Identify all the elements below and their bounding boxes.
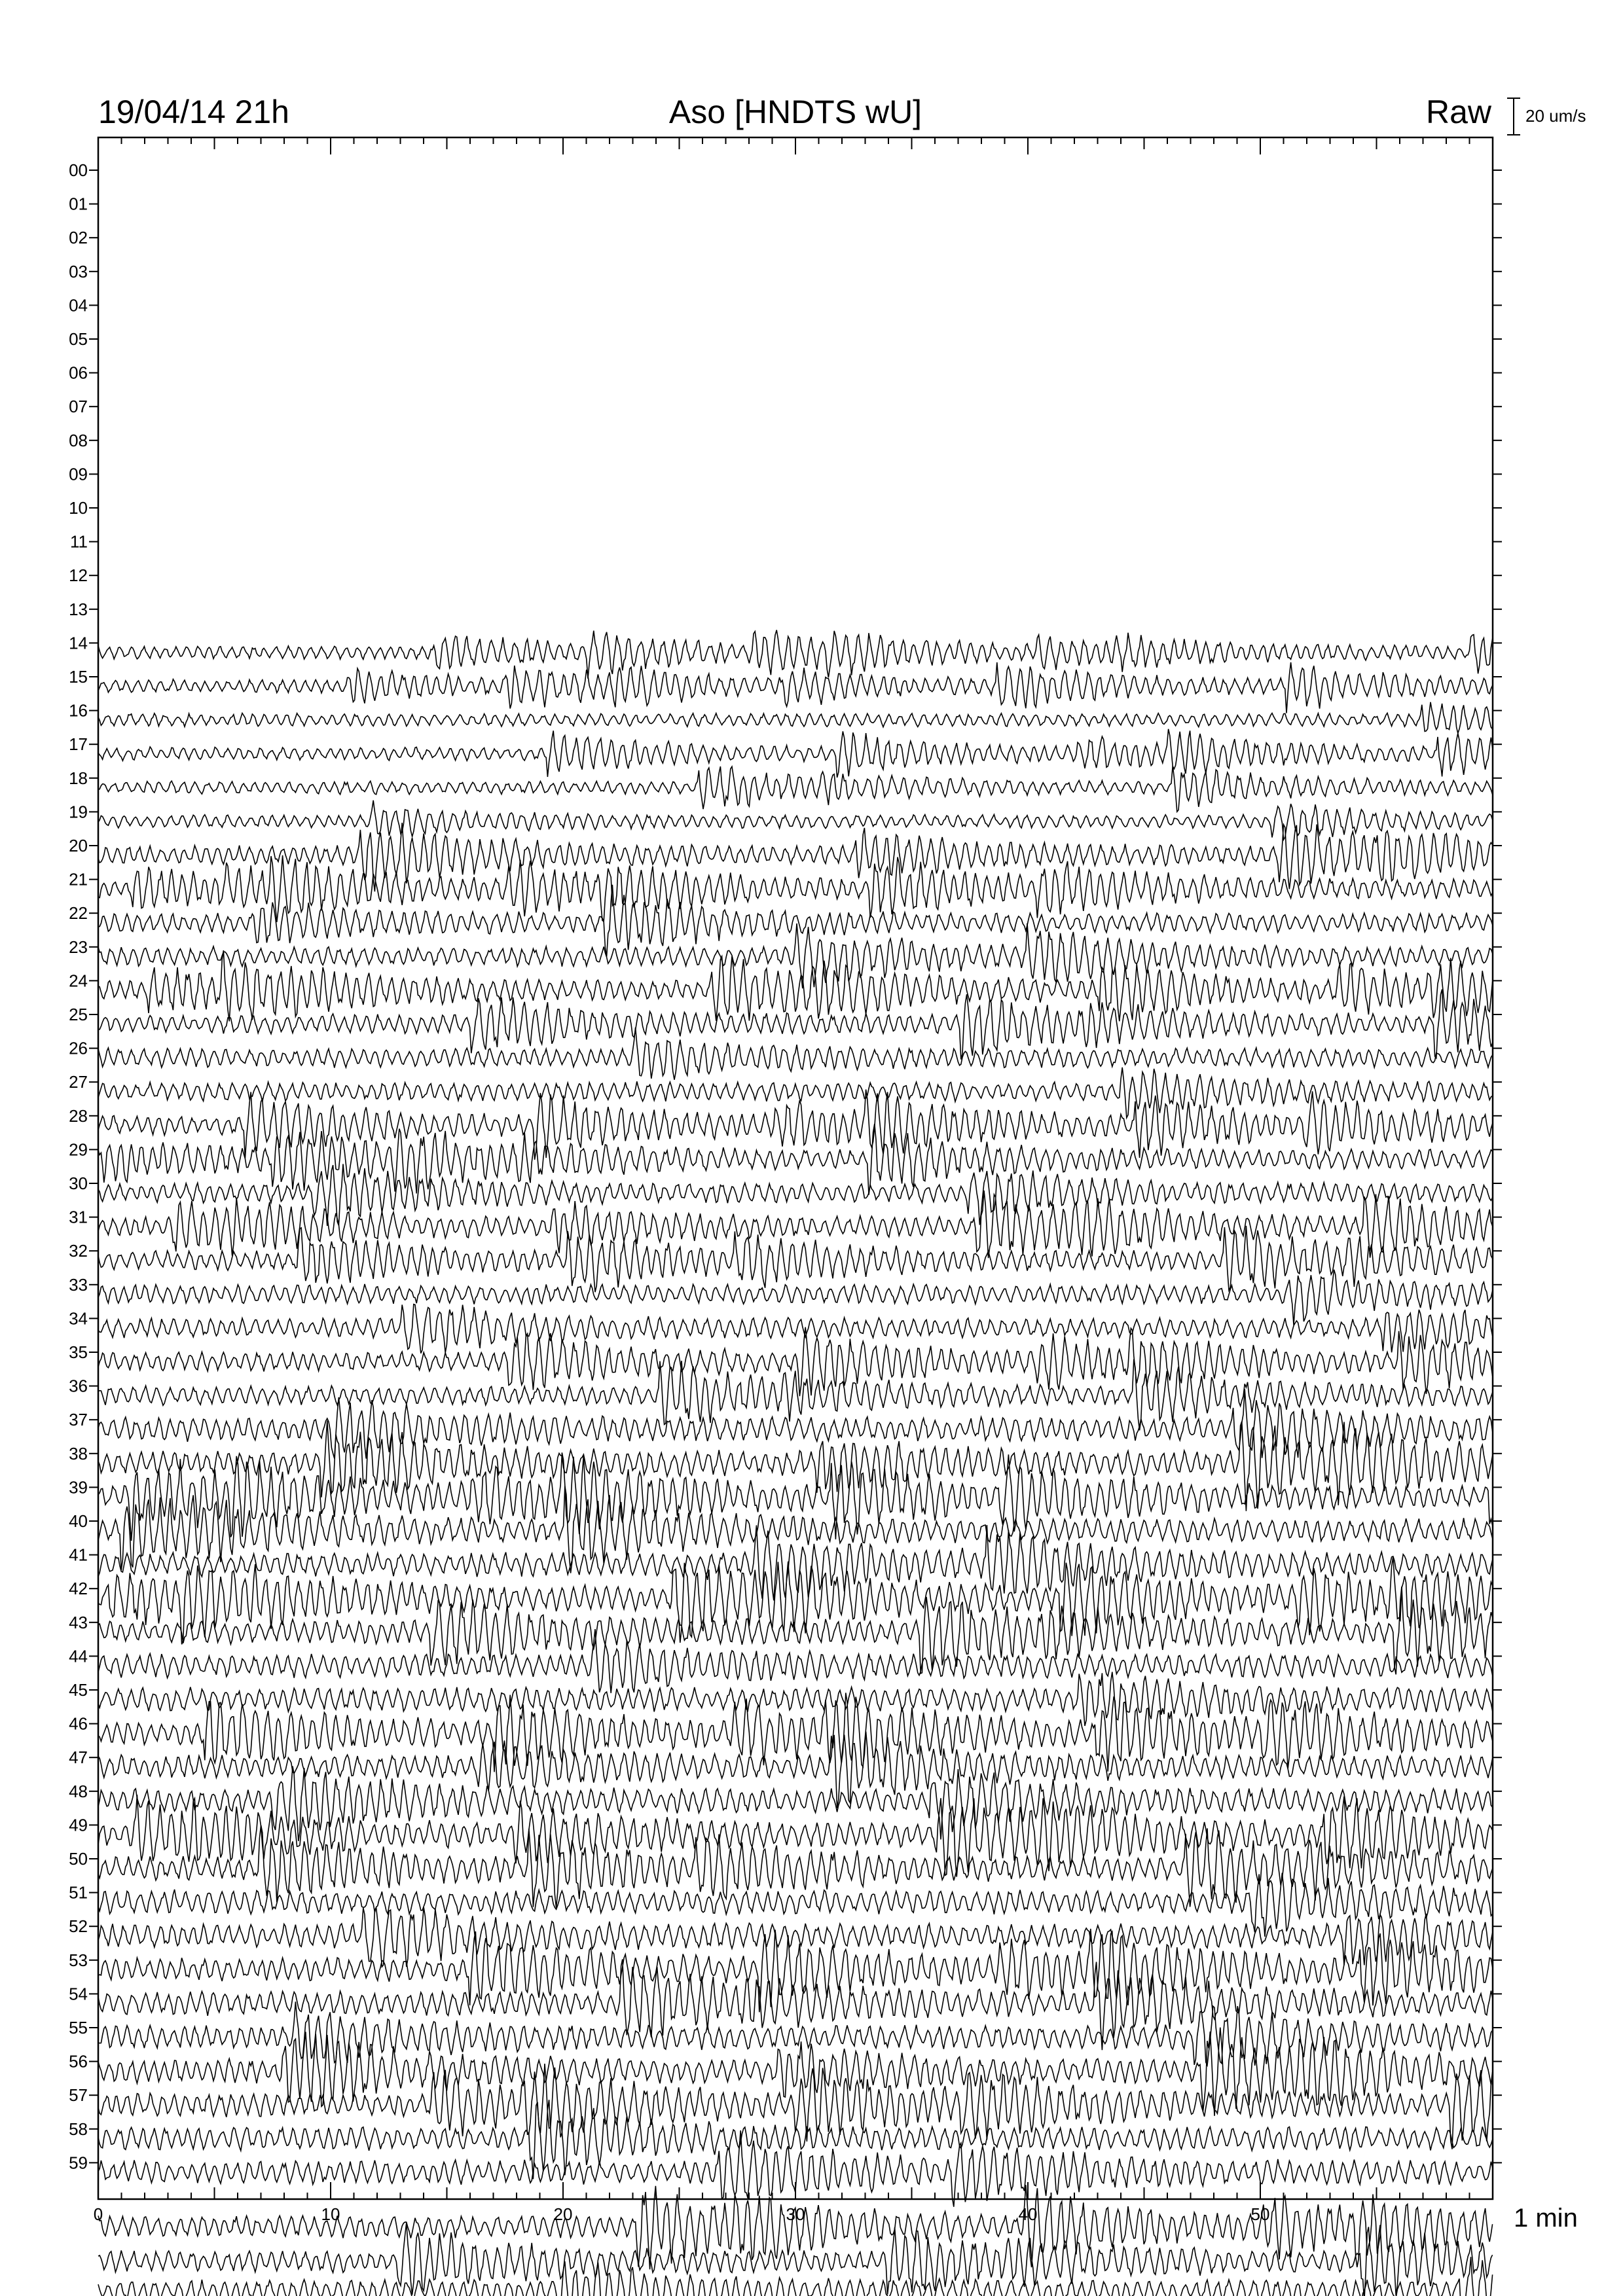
- row-label-20: 20: [69, 836, 88, 855]
- row-label-14: 14: [69, 633, 88, 653]
- row-label-09: 09: [69, 464, 88, 484]
- row-label-33: 33: [69, 1274, 88, 1295]
- row-label-04: 04: [69, 295, 88, 315]
- trace-row-48: [98, 1767, 1493, 1842]
- trace-row-36: [98, 1359, 1493, 1431]
- trace-row-56: [98, 2028, 1493, 2116]
- trace-row-17: [98, 729, 1493, 778]
- row-label-52: 52: [69, 1916, 88, 1937]
- row-label-22: 22: [69, 903, 88, 924]
- row-label-00: 00: [69, 160, 88, 180]
- row-label-19: 19: [69, 802, 88, 822]
- row-label-17: 17: [69, 734, 88, 755]
- row-label-56: 56: [69, 2051, 88, 2072]
- row-label-38: 38: [69, 1443, 88, 1463]
- row-label-35: 35: [69, 1342, 88, 1362]
- row-label-29: 29: [69, 1139, 88, 1160]
- row-label-02: 02: [69, 228, 88, 248]
- row-label-45: 45: [69, 1680, 88, 1700]
- row-label-21: 21: [69, 869, 88, 889]
- trace-row-23: [98, 924, 1493, 989]
- row-label-08: 08: [69, 430, 88, 450]
- row-label-18: 18: [69, 768, 88, 788]
- trace-row-44: [98, 1629, 1493, 1693]
- trace-row-54: [98, 1959, 1493, 2050]
- row-label-24: 24: [69, 971, 88, 991]
- trace-row-18: [98, 766, 1493, 812]
- trace-row-26: [98, 1028, 1493, 1080]
- row-label-54: 54: [69, 1984, 88, 2004]
- scale-bar-label: 20 um/s: [1525, 106, 1586, 126]
- x-tick-label-10: 10: [321, 2204, 340, 2224]
- row-label-34: 34: [69, 1308, 88, 1329]
- row-label-25: 25: [69, 1005, 88, 1024]
- trace-row-14: [98, 630, 1493, 679]
- row-label-11: 11: [70, 531, 88, 552]
- row-label-59: 59: [69, 2153, 88, 2173]
- x-tick-label-0: 0: [93, 2204, 103, 2224]
- trace-row-52: [98, 1907, 1493, 1967]
- mode-label: Raw: [1425, 94, 1491, 130]
- row-label-06: 06: [69, 363, 88, 383]
- row-label-05: 05: [69, 329, 88, 349]
- row-label-28: 28: [69, 1105, 88, 1126]
- station-title: Aso [HNDTS wU]: [668, 94, 922, 130]
- row-label-12: 12: [69, 565, 88, 586]
- trace-row-33: [98, 1270, 1493, 1325]
- row-label-10: 10: [69, 498, 88, 518]
- trace-row-45: [98, 1672, 1493, 1726]
- trace-row-41: [98, 1525, 1493, 1600]
- x-tick-label-50: 50: [1250, 2204, 1270, 2224]
- row-label-58: 58: [69, 2119, 88, 2139]
- trace-overflow-2: [98, 2223, 1493, 2296]
- row-label-15: 15: [69, 667, 88, 687]
- x-unit-label: 1 min: [1514, 2204, 1578, 2233]
- row-label-30: 30: [69, 1174, 88, 1193]
- trace-row-34: [98, 1304, 1493, 1354]
- x-tick-label-30: 30: [786, 2204, 805, 2224]
- row-label-40: 40: [69, 1511, 88, 1531]
- row-label-46: 46: [69, 1713, 88, 1734]
- row-label-49: 49: [69, 1815, 88, 1835]
- row-label-03: 03: [69, 261, 88, 281]
- row-label-51: 51: [69, 1882, 88, 1903]
- row-label-23: 23: [69, 937, 88, 957]
- row-label-27: 27: [69, 1072, 88, 1092]
- row-label-01: 01: [69, 194, 88, 214]
- row-label-31: 31: [69, 1207, 88, 1227]
- row-label-36: 36: [69, 1376, 88, 1396]
- x-tick-label-40: 40: [1018, 2204, 1038, 2224]
- trace-row-37: [98, 1389, 1493, 1458]
- trace-row-25: [98, 990, 1493, 1060]
- row-label-48: 48: [69, 1781, 88, 1801]
- row-label-37: 37: [69, 1410, 88, 1430]
- row-label-32: 32: [69, 1241, 88, 1261]
- row-label-16: 16: [69, 700, 88, 721]
- row-label-43: 43: [69, 1612, 88, 1632]
- x-tick-label-20: 20: [553, 2204, 573, 2224]
- date-hour-label: 19/04/14 21h: [98, 94, 289, 130]
- trace-row-15: [98, 662, 1493, 713]
- row-label-50: 50: [69, 1849, 88, 1869]
- row-label-26: 26: [69, 1038, 88, 1058]
- trace-row-35: [98, 1327, 1493, 1397]
- row-label-55: 55: [69, 2018, 88, 2037]
- trace-row-16: [98, 702, 1493, 734]
- row-label-44: 44: [69, 1646, 88, 1666]
- row-label-57: 57: [69, 2085, 88, 2106]
- row-label-53: 53: [69, 1950, 88, 1970]
- trace-row-27: [98, 1067, 1493, 1118]
- row-label-42: 42: [69, 1579, 88, 1599]
- row-label-47: 47: [69, 1748, 88, 1768]
- row-label-39: 39: [69, 1477, 88, 1498]
- trace-row-24: [98, 950, 1493, 1021]
- row-label-41: 41: [69, 1545, 88, 1565]
- row-label-07: 07: [69, 397, 88, 417]
- row-label-13: 13: [69, 599, 88, 619]
- scale-bar: [1507, 98, 1520, 135]
